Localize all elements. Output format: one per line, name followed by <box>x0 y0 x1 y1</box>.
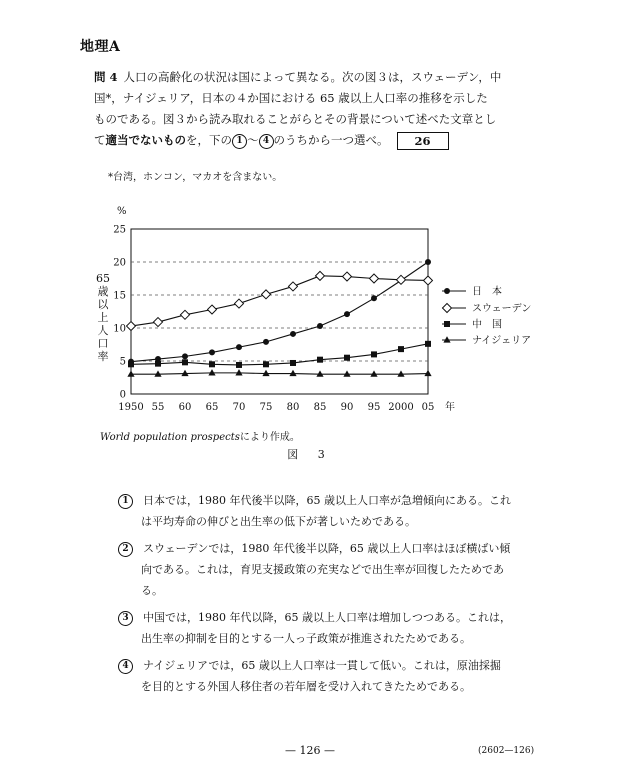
legend-marker <box>443 336 450 342</box>
x-tick-label: 80 <box>286 402 300 413</box>
series-line <box>131 262 428 362</box>
data-point <box>371 295 377 301</box>
x-tick-label: 85 <box>313 402 327 413</box>
figure-caption: 図 3 <box>287 448 333 461</box>
data-point <box>424 370 431 376</box>
data-point <box>371 351 377 357</box>
y-axis-unit: % <box>117 206 127 217</box>
data-point <box>154 318 163 327</box>
data-point <box>182 353 188 359</box>
data-point <box>289 370 296 376</box>
source-note: World population prospectsにより作成。 <box>100 432 300 443</box>
data-point <box>263 361 269 367</box>
y-tick-label: 25 <box>113 224 126 236</box>
choice-marker-first: 1 <box>232 134 247 149</box>
choice-number: 1 <box>118 494 133 509</box>
y-tick-label: 15 <box>113 290 126 302</box>
x-tick-label: 95 <box>367 402 381 413</box>
x-tick-label: 70 <box>232 402 246 413</box>
data-point <box>425 341 431 347</box>
y-tick-label: 5 <box>119 356 126 368</box>
choice-2: 2 スウェーデンでは，1980 年代後半以降，65 歳以上人口率はほぼ横ばい傾 向である。これは，育児支援政策の充実などで出生率が回復したためであ る。 <box>118 538 538 601</box>
question-line-3: ものである。図３から読み取れることがらとその背景について述べた文章とし <box>94 112 497 126</box>
choice-3: 3 中国では，1980 年代以降，65 歳以上人口率は増加しつつある。これは， 出生率の抑制を目的とする一人っ子政策が推進されたためである。 <box>118 607 538 649</box>
choice-number: 4 <box>118 659 133 674</box>
x-tick-label: 55 <box>151 402 165 413</box>
legend-label: 中 国 <box>472 319 502 331</box>
data-point <box>128 361 134 367</box>
question-line-2: 国*，ナイジェリア，日本の４か国における 65 歳以上人口率の推移を示した <box>94 91 488 105</box>
data-point <box>262 290 271 299</box>
data-point <box>181 310 190 319</box>
data-point <box>317 323 323 329</box>
data-point <box>317 357 323 363</box>
x-tick-label: 2000 <box>388 402 414 413</box>
data-point <box>316 271 325 280</box>
data-point <box>424 276 433 285</box>
footnote: *台湾，ホンコン，マカオを含まない。 <box>108 172 283 183</box>
answer-box: 26 <box>397 132 449 150</box>
question-line-1: 問 4 人口の高齢化の状況は国によって異なる。次の図３は，スウェーデン，中 <box>94 70 502 84</box>
x-tick-label: 75 <box>259 402 273 413</box>
data-point <box>398 346 404 352</box>
data-point <box>155 361 161 367</box>
question-number: 問 4 <box>94 70 118 84</box>
data-point <box>235 369 242 375</box>
x-axis-unit: 年 <box>445 402 455 413</box>
y-tick-label: 0 <box>119 389 126 401</box>
data-point <box>235 299 244 308</box>
data-point <box>208 369 215 375</box>
legend-marker <box>444 321 450 327</box>
data-point <box>236 344 242 350</box>
data-point <box>289 282 298 291</box>
choice-4: 4 ナイジェリアでは，65 歳以上人口率は一貫して低い。これは，原油採掘 を目的とする外国人移住者の若年層を受け入れてきたためである。 <box>118 655 538 697</box>
y-axis-label: 65歳以上人口率 <box>96 272 110 363</box>
data-point <box>343 272 352 281</box>
data-point <box>209 349 215 355</box>
x-tick-label: 60 <box>178 402 192 413</box>
data-point <box>344 311 350 317</box>
choice-number: 3 <box>118 611 133 626</box>
subject-heading: 地理A <box>80 39 121 55</box>
x-tick-label: 05 <box>421 402 435 413</box>
data-point <box>290 360 296 366</box>
legend-marker <box>443 304 452 313</box>
data-point <box>236 362 242 368</box>
x-tick-label: 90 <box>340 402 354 413</box>
page-number: — 126 — <box>285 744 335 757</box>
data-point <box>127 322 136 331</box>
data-point <box>127 370 134 376</box>
legend-label: ナイジェリア <box>472 335 532 347</box>
choice-number: 2 <box>118 542 133 557</box>
y-tick-label: 10 <box>113 323 126 335</box>
legend-marker <box>444 288 450 294</box>
source-title: World population prospects <box>100 432 240 443</box>
series-line <box>131 373 428 374</box>
exam-code: (2602—126) <box>478 746 535 756</box>
data-point <box>370 274 379 283</box>
choice-marker-last: 4 <box>259 134 274 149</box>
x-tick-label: 65 <box>205 402 219 413</box>
data-point <box>263 339 269 345</box>
data-point <box>370 370 377 376</box>
y-tick-label: 20 <box>113 257 126 269</box>
legend-label: スウェーデン <box>472 303 532 315</box>
choice-1: 1 日本では，1980 年代後半以降，65 歳以上人口率が急増傾向にある。これ は平均寿命の伸びと出生率の低下が著しいためである。 <box>118 490 538 532</box>
x-tick-label: 1950 <box>118 402 144 413</box>
plot-frame <box>131 229 428 394</box>
series-line <box>131 344 428 365</box>
data-point <box>343 370 350 376</box>
data-point <box>290 331 296 337</box>
answer-choices <box>118 490 538 703</box>
series-line <box>131 276 428 326</box>
data-point <box>425 259 431 265</box>
data-point <box>208 305 217 314</box>
question-line-4: て適当でないものを，下の 1 ～ 4 のうちから一つ選べ。 26 <box>94 130 540 151</box>
data-point <box>182 359 188 365</box>
emphasis-text: 適当でないもの <box>105 133 186 147</box>
legend-label: 日 本 <box>472 286 502 298</box>
data-point <box>344 355 350 361</box>
data-point <box>209 361 215 367</box>
